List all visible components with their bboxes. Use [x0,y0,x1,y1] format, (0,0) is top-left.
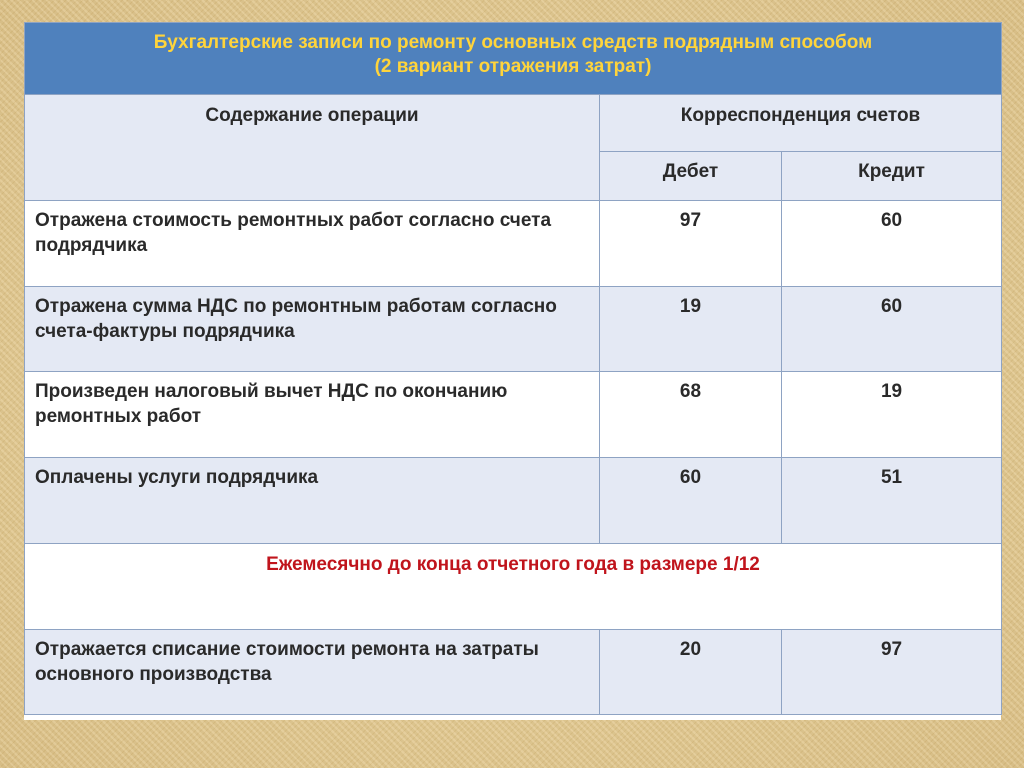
credit-cell: 97 [782,630,1002,715]
debit-cell: 19 [600,287,782,372]
table-row [25,372,1002,458]
header-debit: Дебет [600,152,782,201]
operation-cell: Отражена сумма НДС по ремонтным работам согласно счета-фактуры подрядчика [25,287,600,372]
title-row [25,23,1002,95]
operation-cell: Оплачены услуги подрядчика [25,458,600,544]
debit-cell: 97 [600,201,782,287]
debit-cell: 60 [600,458,782,544]
credit-cell: 51 [782,458,1002,544]
operation-cell: Отражается списание стоимости ремонта на затраты основного производства [25,630,600,715]
accounting-table-container [24,22,1001,720]
credit-cell: 60 [782,201,1002,287]
header-correspondence: Корреспонденция счетов [600,95,1002,152]
debit-cell: 20 [600,630,782,715]
credit-cell: 19 [782,372,1002,458]
header-credit: Кредит [782,152,1002,201]
note-row [25,544,1002,630]
operation-cell: Отражена стоимость ремонтных работ согласно счета подрядчика [25,201,600,287]
debit-cell: 68 [600,372,782,458]
monthly-note: Ежемесячно до конца отчетного года в размере 1/12 [25,544,1002,630]
table-row [25,630,1002,715]
header-operation: Содержание операции [25,95,600,201]
header-row [25,95,1002,152]
table-title-line1: Бухгалтерские записи по ремонту основных средств подрядным способом [153,32,873,53]
table-title-line2: (2 вариант отражения затрат) [374,56,652,77]
operation-cell: Произведен налоговый вычет НДС по окончанию ремонтных работ [25,372,600,458]
table-row [25,287,1002,372]
table-title [25,23,1002,95]
table-row [25,201,1002,287]
credit-cell: 60 [782,287,1002,372]
table-row [25,458,1002,544]
accounting-entries-table [24,22,1002,715]
